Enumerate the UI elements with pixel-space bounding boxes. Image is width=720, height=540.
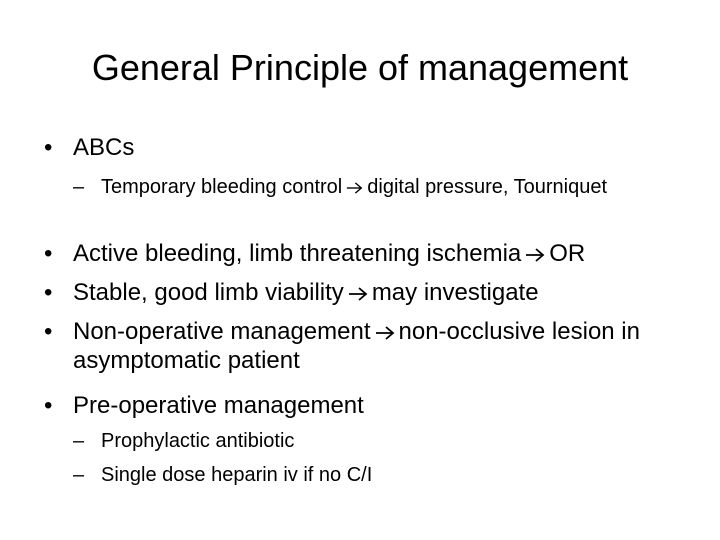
bullet-abcs: [44, 133, 713, 162]
bullet-marker: •: [44, 392, 53, 419]
bullet-non-operative: [44, 317, 673, 375]
arrow-right-icon: [375, 326, 395, 340]
bullet-text-post: OR: [549, 240, 586, 267]
sub-bullet-marker: –: [73, 464, 85, 486]
bullet-text: ABCs: [73, 134, 135, 161]
arrow-right-icon: [346, 182, 363, 194]
sub-bullet-text-pre: Temporary bleeding control: [101, 176, 343, 198]
sub-bullet-bleeding-control: [73, 175, 661, 199]
bullet-text-post: may investigate: [371, 279, 539, 306]
sub-bullet-marker: –: [73, 430, 85, 452]
sub-bullet-text-post: digital pressure, Tourniquet: [367, 176, 608, 198]
bullet-text-pre: Stable, good limb viability: [73, 279, 344, 306]
arrow-right-icon: [525, 248, 545, 262]
sub-bullet-heparin: [73, 463, 661, 487]
sub-bullet-antibiotic: [73, 429, 661, 453]
bullet-marker: •: [44, 279, 53, 306]
bullet-marker: •: [44, 134, 53, 161]
bullet-pre-operative: [44, 391, 713, 420]
arrow-right-icon: [348, 287, 368, 301]
sub-bullet-text: Prophylactic antibiotic: [101, 430, 295, 452]
bullet-marker: •: [44, 240, 53, 267]
bullet-active-bleeding: [44, 239, 720, 268]
bullet-marker: •: [44, 318, 53, 345]
bullet-text-post: non-occlusive lesion in asymptomatic patient: [73, 318, 640, 374]
sub-bullet-marker: –: [73, 176, 85, 198]
bullet-stable: [44, 278, 713, 307]
bullet-text: Pre-operative management: [73, 392, 364, 419]
sub-bullet-text: Single dose heparin iv if no C/I: [101, 464, 373, 486]
bullet-text-pre: Active bleeding, limb threatening ischemia: [73, 240, 522, 267]
slide-title: General Principle of management: [91, 47, 629, 88]
bullet-text-pre: Non-operative management: [73, 318, 371, 345]
